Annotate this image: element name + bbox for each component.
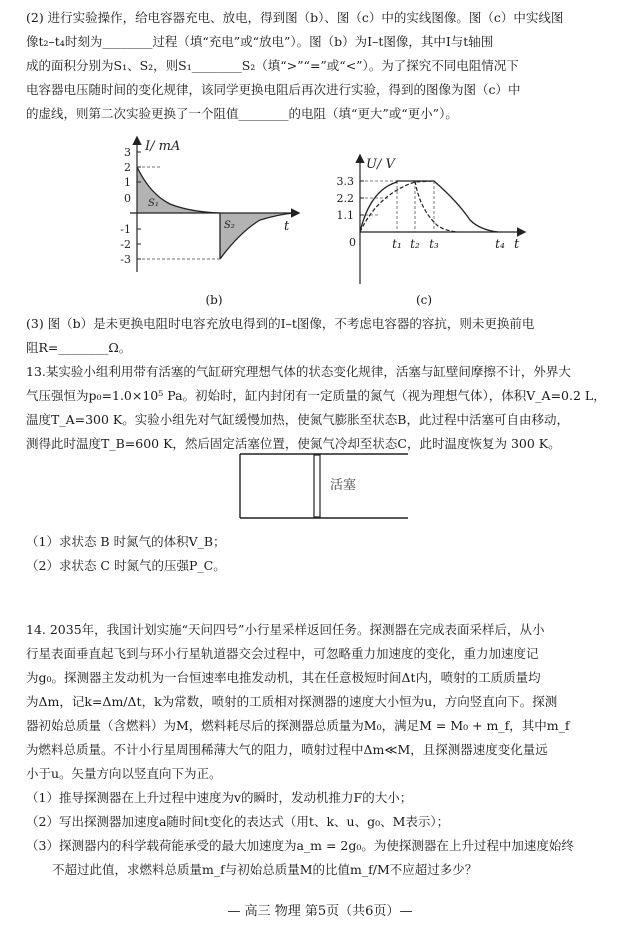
text-line: 为燃料总质量。不计小行星周围稀薄大气的阻力，喷射过程中Δm≪M，且探测器速度变化量远 — [26, 742, 548, 757]
q13-text — [26, 360, 620, 456]
figure-c-voltage-graph — [318, 150, 528, 286]
text-line: 测得此时温度T_B=600 K，然后固定活塞位置，使氮气冷却至状态C，此时温度恢复为 300 K。 — [26, 436, 561, 451]
text-line: 14. 2035年，我国计划实施“天问四号”小行星采样返回任务。探测器在完成表面采样后，从小 — [26, 622, 545, 637]
q13-sub-questions — [26, 530, 620, 578]
q12-part3-text — [26, 312, 620, 360]
sub-question: 不超过此值，求燃料总质量m_f与初始总质量M的比值m_f/M不应超过多少？ — [52, 862, 478, 877]
y-axis-label: U/ V — [366, 157, 395, 172]
text-line: 温度T_A=300 K。实验小组先对气缸缓慢加热，使氮气膨胀至状态B，此过程中活塞可自由移动， — [26, 412, 569, 427]
y-tick-label: 1.1 — [336, 209, 354, 222]
y-tick-label: 3 — [124, 146, 131, 159]
text-line: 成的面积分别为S₁、S₂，则S₁________S₂（填“>”“=”或“<”）。为了探究不同电阻情况下 — [26, 58, 519, 73]
text-line: (2) 进行实验操作，给电容器充电、放电，得到图（b）、图（c）中的实线图像。图（c）中实线图 — [26, 10, 564, 25]
sub-question: （2）求状态 C 时氮气的压强P_C。 — [26, 558, 226, 573]
x-tick-label: t₃ — [429, 237, 439, 251]
y-tick-label: 2 — [124, 161, 131, 174]
x-tick-label: t₄ — [495, 237, 505, 251]
area-label-s1: S₁ — [148, 198, 159, 209]
y-tick-label: -3 — [120, 253, 131, 266]
text-line: 行星表面垂直起飞到与环小行星轨道器交会过程中，可忽略重力加速度的变化，重力加速度记 — [26, 646, 539, 661]
text-line: 13.某实验小组利用带有活塞的气缸研究理想气体的状态变化规律，活塞与缸壁间摩擦不计，外界大 — [26, 364, 571, 379]
cylinder-piston-diagram — [238, 452, 410, 524]
figure-b-current-graph — [100, 132, 300, 280]
y-axis-label: I/ mA — [145, 139, 181, 154]
sub-question: （2）写出探测器加速度a随时间t变化的表达式（用t、k、u、g₀、M表示）； — [26, 814, 450, 829]
y-tick-label: 3.3 — [336, 175, 354, 188]
area-label-s2: S₂ — [224, 220, 235, 231]
figure-c-caption: (c) — [415, 293, 433, 307]
y-tick-label: -2 — [120, 238, 131, 251]
sub-question: （3）探测器内的科学载荷能承受的最大加速度为a_m = 2g₀。为使探测器在上升过程中加速度始终 — [26, 838, 574, 853]
text-line: 电容器电压随时间的变化规律，该同学更换电阻后再次进行实验，得到的图像为图（c）中 — [26, 82, 521, 97]
x-tick-label: t₂ — [410, 237, 420, 251]
q12-part2-text — [26, 6, 620, 126]
text-line: 像t₂–t₄时刻为________过程（填“充电”或“放电”）。图（b）为I–t图像，其中I与t轴围 — [26, 34, 494, 49]
text-line: 的虚线，则第二次实验更换了一个阻值________的电阻（填“更大”或“更小”）。 — [26, 106, 458, 121]
y-tick-label: 2.2 — [336, 192, 354, 205]
y-tick-label: 0 — [124, 192, 131, 205]
text-line: 为Δm，记k=Δm/Δt，k为常数，喷射的工质相对探测器的速度大小恒为u，方向竖直向下。探测 — [26, 694, 558, 709]
y-tick-label: 1 — [124, 176, 131, 189]
sub-question: （1）求状态 B 时氮气的体积V_B； — [26, 534, 226, 549]
sub-question: （1）推导探测器在上升过程中速度为v的瞬时，发动机推力F的大小； — [26, 790, 413, 805]
origin-label: 0 — [349, 236, 356, 249]
solid-voltage-curve — [360, 181, 498, 232]
text-line: 为g₀。探测器主发动机为一台恒速率电推发动机，其在任意极短时间Δt内，喷射的工质质量均 — [26, 670, 541, 685]
text-line: 器初始总质量（含燃料）为M，燃料耗尽后的探测器总质量为M₀，满足M = M₀ + m_f，其中m_f — [26, 718, 570, 733]
page-footer: — 高三 物理 第5页（共6页）— — [227, 904, 413, 919]
q14-text — [26, 618, 620, 882]
text-line: 小于u。矢量方向以竖直向下为正。 — [26, 766, 222, 781]
y-tick-label: -1 — [120, 223, 131, 236]
piston-label: 活塞 — [330, 478, 357, 493]
x-tick-label: t₁ — [392, 237, 402, 251]
x-axis-label: t — [514, 237, 520, 252]
text-line: 阻R=________Ω。 — [26, 340, 132, 355]
x-axis-label: t — [284, 219, 290, 234]
figure-b-caption: (b) — [205, 293, 223, 307]
piston — [314, 455, 320, 517]
text-line: (3) 图（b）是未更换电阻时电容充放电得到的I–t图像，不考虑电容器的容抗，则未更换前电 — [26, 316, 535, 331]
text-line: 气压强恒为p₀=1.0×10⁵ Pa。初始时，缸内封闭有一定质量的氮气（视为理想气体），体积V_A=0.2 L， — [26, 388, 606, 403]
